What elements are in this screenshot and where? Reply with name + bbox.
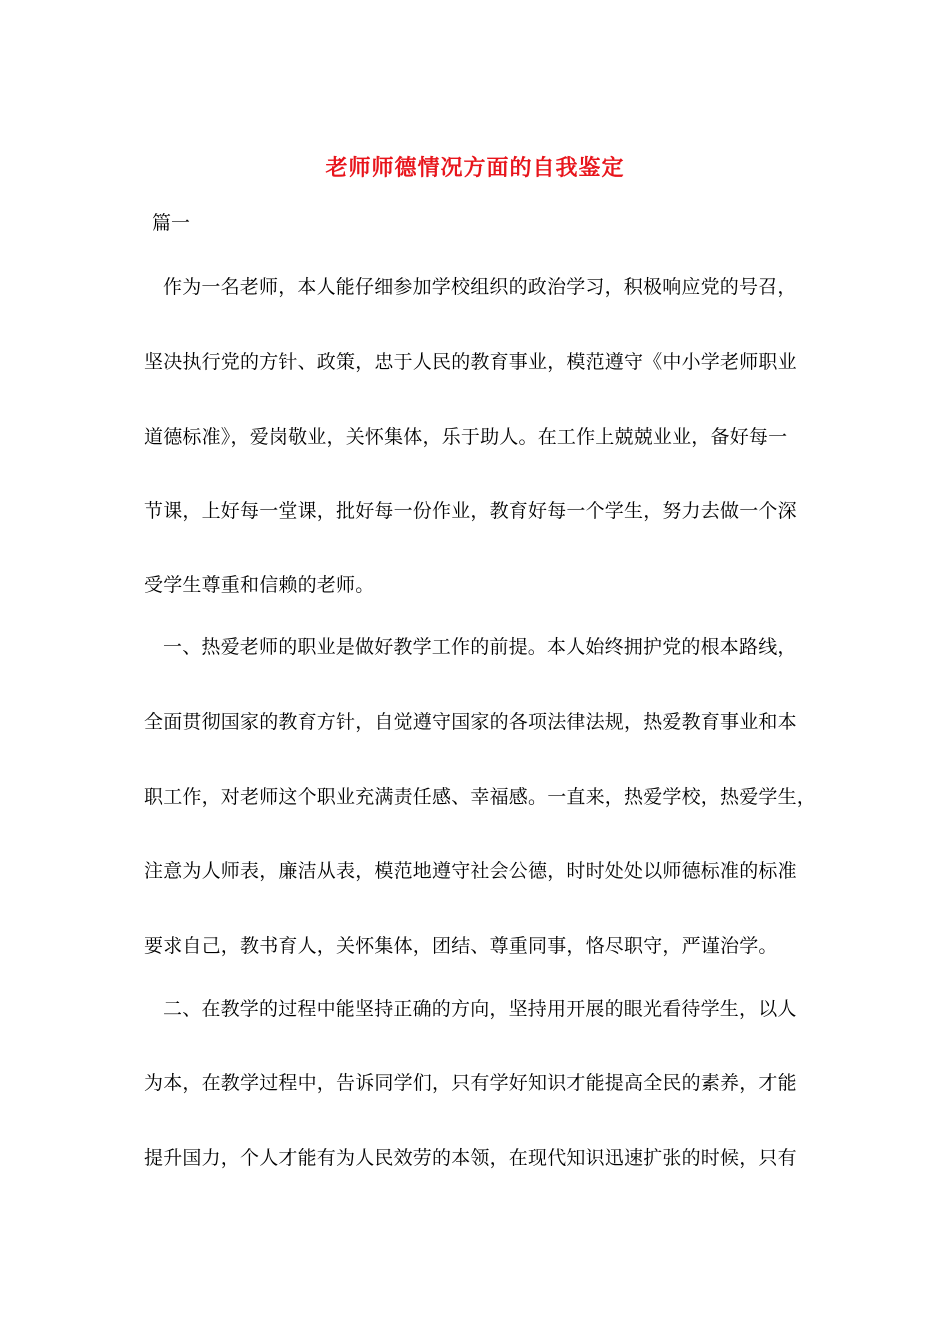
paragraph-line: 为本，在教学过程中，告诉同学们，只有学好知识才能提高全民的素养，才能 xyxy=(144,1072,797,1094)
paragraph-line: 坚决执行党的方针、政策，忠于人民的教育事业，模范遵守《中小学老师职业 xyxy=(144,351,797,373)
paragraph-line: 一、热爱老师的职业是做好教学工作的前提。本人始终拥护党的根本路线， xyxy=(163,636,797,658)
paragraph-line: 提升国力，个人才能有为人民效劳的本领，在现代知识迅速扩张的时候，只有 xyxy=(144,1147,797,1169)
paragraph-line: 注意为人师表，廉洁从表，模范地遵守社会公德，时时处处以师德标准的标准 xyxy=(144,860,797,882)
document-title: 老师师德情况方面的自我鉴定 xyxy=(325,155,625,181)
paragraph-line: 作为一名老师，本人能仔细参加学校组织的政治学习，积极响应党的号召， xyxy=(163,276,797,298)
paragraph-line: 受学生尊重和信赖的老师。 xyxy=(144,574,375,596)
paragraph-line: 全面贯彻国家的教育方针，自觉遵守国家的各项法律法规，热爱教育事业和本 xyxy=(144,711,797,733)
paragraph-line: 二、在教学的过程中能坚持正确的方向，坚持用开展的眼光看待学生，以人 xyxy=(163,998,797,1020)
paragraph-line: 职工作，对老师这个职业充满责任感、幸福感。一直来，热爱学校，热爱学生， xyxy=(144,786,817,808)
paragraph-line: 道德标准》，爱岗敬业，关怀集体，乐于助人。在工作上兢兢业业，备好每一 xyxy=(144,426,788,448)
section-label: 篇一 xyxy=(152,212,191,234)
paragraph-line: 要求自己，教书育人，关怀集体，团结、尊重同事，恪尽职守，严谨治学。 xyxy=(144,935,778,957)
paragraph-line: 节课，上好每一堂课，批好每一份作业，教育好每一个学生，努力去做一个深 xyxy=(144,500,797,522)
